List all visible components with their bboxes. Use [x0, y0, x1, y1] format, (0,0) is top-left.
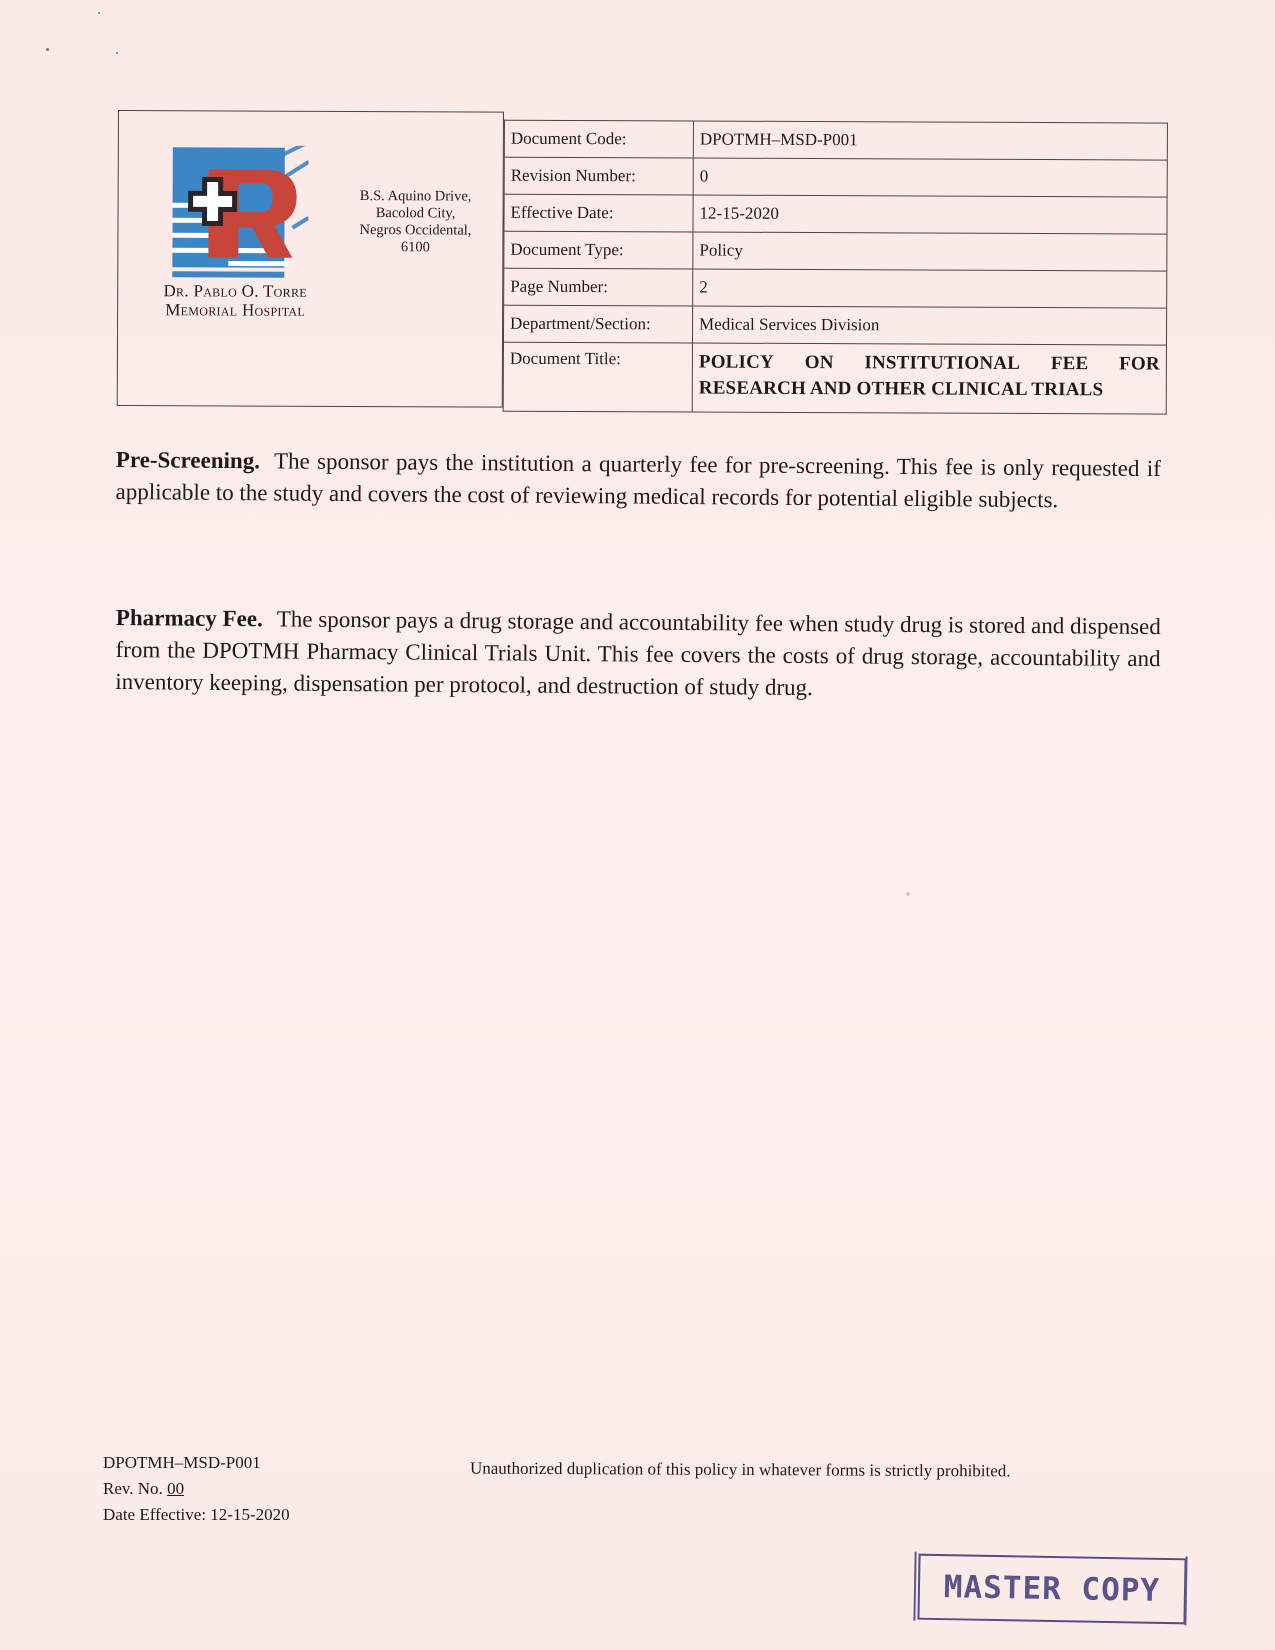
footer-doc-code: DPOTMH–MSD-P001	[103, 1453, 261, 1472]
pharmacy-fee-paragraph	[115, 602, 1161, 707]
speck	[906, 892, 910, 896]
table-row	[504, 120, 1167, 160]
hospital-logo-icon	[168, 145, 309, 280]
speck	[98, 12, 100, 14]
duplication-notice: Unauthorized duplication of this policy in whatever forms is strictly prohibited.	[469, 1458, 1011, 1481]
document-code-label: Document Code:	[504, 120, 693, 158]
footer-document-info	[103, 1450, 290, 1528]
document-code-value: DPOTMH–MSD-P001	[693, 121, 1167, 160]
footer-date-effective: Date Effective: 12-15-2020	[103, 1505, 290, 1524]
table-row	[504, 157, 1167, 197]
document-title-value	[692, 343, 1166, 414]
page-number-label: Page Number:	[504, 268, 693, 306]
page-number-value: 2	[693, 269, 1167, 308]
hospital-address: B.S. Aquino Drive, Bacolod City, Negros Occidental, 6100	[359, 188, 472, 256]
department-value: Medical Services Division	[692, 306, 1166, 345]
document-type-value: Policy	[693, 232, 1167, 271]
pharmacy-fee-text: The sponsor pays a drug storage and accountability fee when study drug is stored and dispensed from the DPOTMH Pharmacy Clinical Trials Unit. This fee covers the costs of drug storage, accountability and inventory keeping, dispensation per protocol, and destruction of study drug.	[115, 606, 1161, 701]
hospital-name: Dr. Pablo O. Torre Memorial Hospital	[163, 281, 307, 320]
document-title-line2: RESEARCH AND OTHER CLINICAL TRIALS	[698, 377, 1104, 401]
pharmacy-fee-heading: Pharmacy Fee.	[115, 604, 263, 632]
document-title-label: Document Title:	[503, 342, 692, 412]
revision-number-label: Revision Number:	[504, 157, 693, 195]
document-type-label: Document Type:	[504, 231, 693, 269]
document-header	[117, 110, 1168, 415]
speck	[116, 52, 118, 54]
document-title-line1: POLICY ON INSTITUTIONAL FEE FOR	[698, 351, 1160, 375]
pre-screening-text: The sponsor pays the institution a quarterly fee for pre-screening. This fee is only requested if applicable to the study and covers the cost of reviewing medical records for potential eligible subjects.	[115, 448, 1161, 513]
revision-number-value: 0	[693, 158, 1167, 197]
table-row	[503, 342, 1166, 414]
table-row	[503, 305, 1166, 345]
pre-screening-heading: Pre-Screening.	[115, 446, 261, 474]
speck	[46, 48, 49, 51]
department-label: Department/Section:	[503, 305, 692, 343]
table-row	[504, 194, 1167, 234]
master-copy-stamp: MASTER COPY	[917, 1554, 1186, 1625]
footer-revision: Rev. No. 00	[103, 1479, 185, 1498]
pre-screening-paragraph	[115, 444, 1161, 517]
effective-date-value: 12-15-2020	[693, 195, 1167, 234]
table-row	[504, 268, 1167, 308]
document-info-table	[503, 120, 1168, 415]
effective-date-label: Effective Date:	[504, 194, 693, 232]
hospital-brand-box	[117, 110, 504, 408]
table-row	[504, 231, 1167, 271]
